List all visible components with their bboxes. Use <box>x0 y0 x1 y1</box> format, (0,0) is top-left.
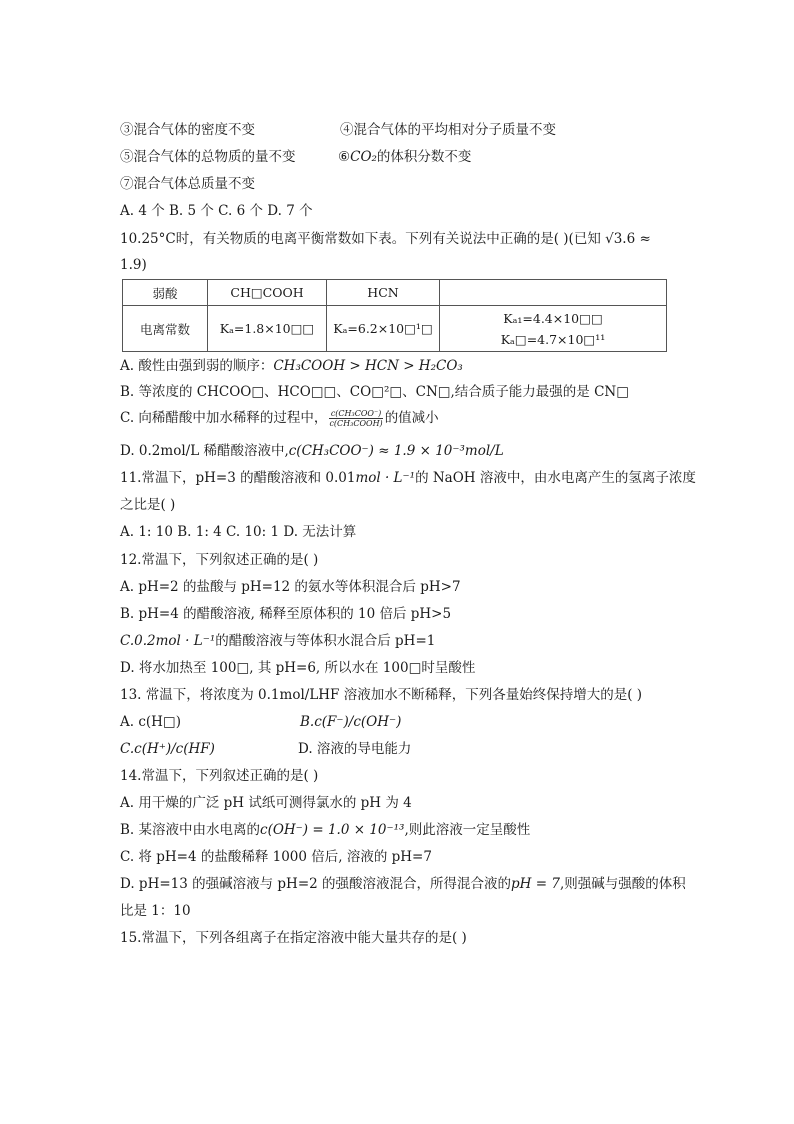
q13-option-c: C.c(H⁺)/c(HF) <box>120 741 215 757</box>
q14-stem: 14.常温下，下列叙述正确的是( ) <box>120 768 319 784</box>
q12-option-d: D. 将水加热至 100□, 其 pH=6, 所以水在 100□时呈酸性 <box>120 660 476 676</box>
q14-option-d: D. pH=13 的强碱溶液与 pH=2 的强酸溶液混合，所得混合液的pH = 7,则强碱与强酸的体积 <box>120 876 686 892</box>
q14-option-d-cont: 比是 1：10 <box>120 903 191 919</box>
q13-option-b: B.c(F⁻)/c(OH⁻) <box>300 714 402 730</box>
q11-stem: 11.常温下，pH=3 的醋酸溶液和 0.01mol · L⁻¹的 NaOH 溶液中，由水电离产生的氢离子浓度 <box>120 470 696 486</box>
q10-option-a: A. 酸性由强到弱的顺序：CH₃COOH > HCN > H₂CO₃ <box>120 358 463 374</box>
q13-stem: 13. 常温下，将浓度为 0.1mol/LHF 溶液加水不断稀释，下列各量始终保持增大的是( ) <box>120 687 643 703</box>
q12-option-b: B. pH=4 的醋酸溶液, 稀释至原体积的 10 倍后 pH>5 <box>120 606 452 622</box>
q10-option-b: B. 等浓度的 CHCOO□、HCO□□、CO□²□、CN□,结合质子能力最强的是 CN□ <box>120 384 629 400</box>
option-6: ⑥CO₂的体积分数不变 <box>338 149 472 165</box>
q14-option-b: B. 某溶液中由水电离的c(OH⁻) = 1.0 × 10⁻¹³,则此溶液一定呈酸性 <box>120 822 531 838</box>
answer-choices: A. 4 个 B. 5 个 C. 6 个 D. 7 个 <box>120 203 313 219</box>
table-header-cell: 弱酸 <box>123 280 208 306</box>
table-cell <box>440 306 667 352</box>
q10-stem-cont: 1.9) <box>120 257 147 273</box>
q12-stem: 12.常温下，下列叙述正确的是( ) <box>120 552 319 568</box>
q10-option-c: C. 向稀醋酸中加水稀释的过程中， $\frac{\text{c(CH₃COO⁻)}}{\text{c(CH₃COOH)}}$ 的值减小 <box>120 409 439 428</box>
option-5: ⑤混合气体的总物质的量不变 <box>120 149 296 165</box>
q12-option-a: A. pH=2 的盐酸与 pH=12 的氨水等体积混合后 pH>7 <box>120 579 461 595</box>
q11-answers: A. 1: 10 B. 1: 4 C. 10: 1 D. 无法计算 <box>120 524 357 540</box>
q13-option-a: A. c(H□) <box>120 714 181 730</box>
q10-option-d: D. 0.2mol/L 稀醋酸溶液中,c(CH₃COO⁻) ≈ 1.9 × 10⁻³mol/L <box>120 443 504 459</box>
table-cell-line: Kₐ□=4.7×10□¹¹ <box>500 331 606 347</box>
table-header-cell <box>440 280 667 306</box>
q12-option-c: C.0.2mol · L⁻¹的醋酸溶液与等体积水混合后 pH=1 <box>120 633 436 649</box>
fraction: $\frac{\text{c(CH₃COO⁻)}}{\text{c(CH₃COOH)}}$ <box>329 409 383 428</box>
q15-stem: 15.常温下，下列各组离子在指定溶液中能大量共存的是( ) <box>120 930 467 946</box>
q11-stem-cont: 之比是( ) <box>120 497 176 513</box>
table-cell: 电离常数 <box>123 306 208 352</box>
table-header-cell: CH□COOH <box>208 280 327 306</box>
option-4: ④混合气体的平均相对分子质量不变 <box>340 122 556 138</box>
table-cell: Kₐ=1.8×10□□ <box>208 306 327 352</box>
q14-option-c: C. 将 pH=4 的盐酸稀释 1000 倍后, 溶液的 pH=7 <box>120 849 432 865</box>
q10-stem: 10.25°C时，有关物质的电离平衡常数如下表。下列有关说法中正确的是( )(已知 √3.6 ≈ <box>120 231 651 247</box>
q13-option-d: D. 溶液的导电能力 <box>298 741 412 757</box>
option-7: ⑦混合气体总质量不变 <box>120 176 255 192</box>
table-header-cell: HCN <box>327 280 440 306</box>
q14-option-a: A. 用干燥的广泛 pH 试纸可测得氯水的 pH 为 4 <box>120 795 412 811</box>
ionization-constant-table <box>122 279 667 352</box>
option-3: ③混合气体的密度不变 <box>120 122 255 138</box>
table-cell: Kₐ=6.2×10□¹□ <box>327 306 440 352</box>
table-cell-line: Kₐ₁=4.4×10□□ <box>503 310 603 326</box>
